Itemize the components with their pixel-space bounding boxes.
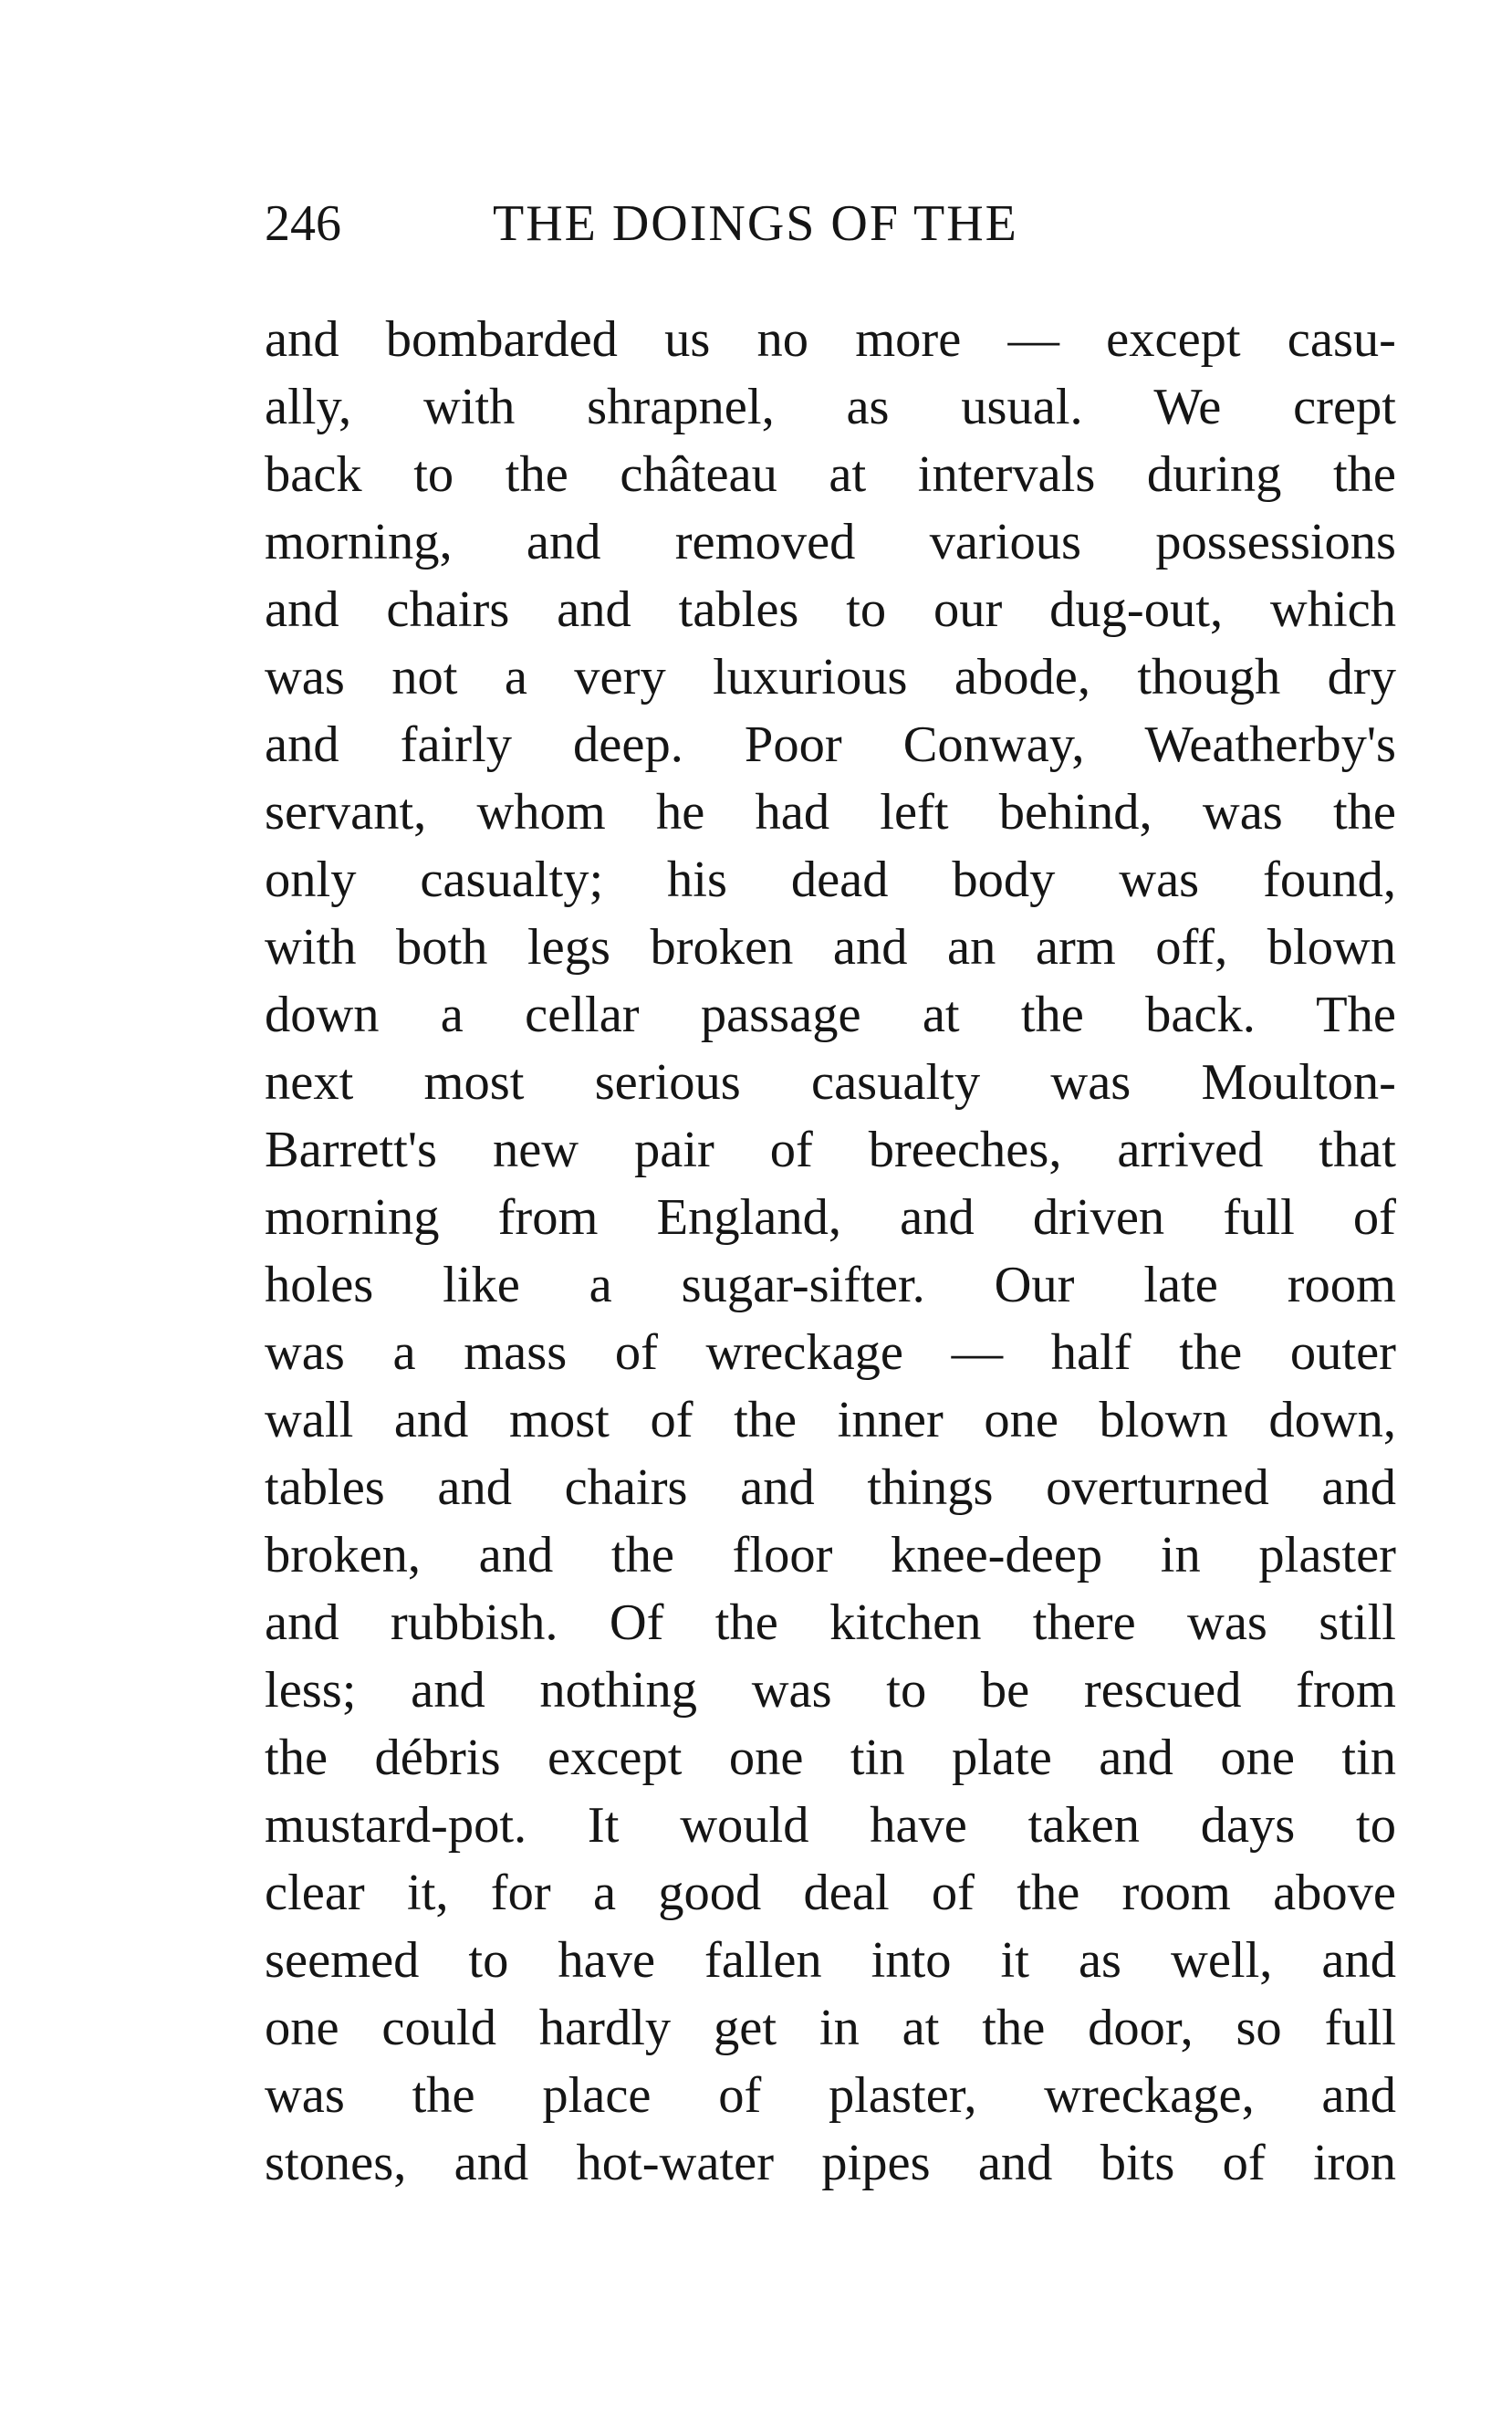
running-title: THE DOINGS OF THE [493,195,1018,252]
text-line: seemed to have fallen into it as well, and [265,1932,1396,1989]
text-line: Barrett's new pair of breeches, arrived that [265,1122,1396,1178]
page-number: 246 [265,195,341,252]
text-line: back to the château at intervals during the [265,446,1396,503]
text-line: and bombarded us no more — except casu- [265,311,1396,368]
text-line: morning from England, and driven full of [265,1189,1396,1246]
text-line: with both legs broken and an arm off, blown [265,919,1396,976]
text-line: servant, whom he had left behind, was the [265,784,1396,841]
text-line: only casualty; his dead body was found, [265,852,1396,908]
text-line: down a cellar passage at the back. The [265,987,1396,1043]
text-line: clear it, for a good deal of the room above [265,1865,1396,1921]
text-line: one could hardly get in at the door, so full [265,2000,1396,2056]
running-head [265,192,1177,256]
text-line: and chairs and tables to our dug-out, which [265,581,1396,638]
text-line: ally, with shrapnel, as usual. We crept [265,379,1396,435]
text-line: morning, and removed various possessions [265,514,1396,570]
text-line: wall and most of the inner one blown down, [265,1392,1396,1448]
text-line: was a mass of wreckage — half the outer [265,1324,1396,1381]
text-line: and fairly deep. Poor Conway, Weatherby's [265,716,1396,773]
text-line: tables and chairs and things overturned and [265,1459,1396,1516]
body-text [265,306,1396,2197]
text-line: next most serious casualty was Moulton- [265,1054,1396,1111]
text-line: broken, and the floor knee-deep in plaster [265,1527,1396,1583]
text-line: mustard-pot. It would have taken days to [265,1797,1396,1854]
text-line: stones, and hot-water pipes and bits of iron [265,2135,1396,2191]
text-line: was the place of plaster, wreckage, and [265,2067,1396,2124]
text-line: was not a very luxurious abode, though dry [265,649,1396,705]
text-line: less; and nothing was to be rescued from [265,1662,1396,1719]
text-line: holes like a sugar-sifter. Our late room [265,1257,1396,1313]
text-line: and rubbish. Of the kitchen there was still [265,1594,1396,1651]
text-line: the débris except one tin plate and one tin [265,1730,1396,1786]
